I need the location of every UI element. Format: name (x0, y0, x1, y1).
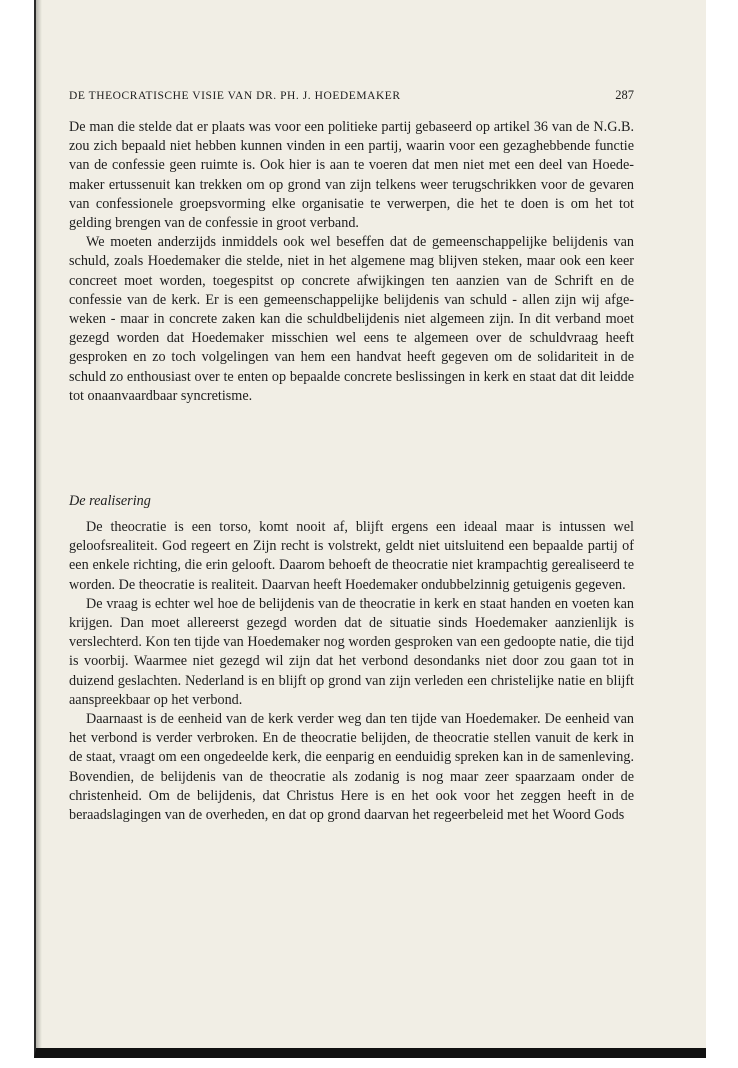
paragraph: We moeten anderzijds inmiddels ook wel beseffen dat de gemeenschappelijke belijdenis van schuld, zoals Hoedemaker die stelde, niet in het algemene mag blijven steken, maar ook een keer concreet moet worden, toegespitst op concrete afwijkingen ten aanzien van de Schrift en de confessie van de kerk. Er is een gemeenschappelijke belijdenis van schuld - allen zijn wij afgeweken - maar in concrete zaken kan die schuldbelijdenis niet algemeen zijn. In dit verband moet gezegd worden dat Hoedemaker misschien wel eens te algemeen over de schuldvraag heeft gesproken en zo toch volgelingen van hem een handvat heeft gegeven om de solidariteit in de schuld zo enthousiast over te enten op bepaalde concrete beslissingen in kerk en staat dat dit leidde tot onaanvaardbaar syncretisme. (69, 234, 634, 404)
paragraph: De man die stelde dat er plaats was voor een politieke partij gebaseerd op artikel 36 van de N.G.B. zou zich bepaald niet hebben kunnen vinden in een partij, waarin voor een gezaghebbende functie van de confessie geen ruimte is. Ook hier is aan te voeren dat men niet met een deel van Hoedemaker ertussenuit kan trekken om op grond van zijn telkens weer terugschrikken voor de gevaren van confessionele groepsvorming elke organisatie te verwerpen, die het te doen is om het tot gelding brengen van de confessie in groot verband. (69, 119, 634, 232)
paragraph: De theocratie is een torso, komt nooit af, blijft ergens een ideaal maar is intussen wel geloofsrealiteit. God regeert en Zijn recht is volstrekt, geldt niet uitsluitend een bepaalde partij of een enkele richting, die erin gelooft. Daarom behoeft de theocratie niet krampachtig gerealiseerd te worden. De theocratie is realiteit. Daarvan heeft Hoedemaker ondubbelzinnig getuigenis gegeven. (69, 519, 634, 593)
running-header (69, 88, 634, 103)
paragraph: De vraag is echter wel hoe de belijdenis van de theocratie in kerk en staat handen en voeten kan krijgen. Dan moet allereerst gezegd worden dat de situatie sinds Hoedemaker aanzienlijk is verslechterd. Kon ten tijde van Hoedemaker nog worden gesproken van een gedoopte natie, die tijd is voorbij. Waarmee niet gezegd wil zijn dat het verbond desondanks niet door zou gaan tot in duizend geslachten. Nederland is en blijft op grond van zijn verleden een christelijke natie en blijft aanspreekbaar op het verbond. (69, 595, 634, 708)
binding-shadow (36, 0, 42, 1048)
body-text-after-heading (69, 518, 634, 825)
page-number: 287 (615, 88, 634, 102)
section-heading: De realisering (69, 493, 151, 509)
running-title: DE THEOCRATISCHE VISIE VAN DR. PH. J. HOEDEMAKER (69, 90, 401, 102)
paragraph: Daarnaast is de eenheid van de kerk verder weg dan ten tijde van Hoedemaker. De eenheid van het verbond is verder verbroken. En de theocratie belijden, de theocratie stellen vanuit de kerk in de staat, vraagt om een ongedeelde kerk, die eenparig en eenduidig spreken kan in de samenleving. Bovendien, de belijdenis van de theocratie als zodanig is nog maar zeer spaarzaam onder de christenheid. Om de belijdenis, dat Christus Here is en het ook voor het zeggen heeft in de beraadslagingen van de overheden, en dat op grond daarvan het regeerbeleid met het Woord Gods (69, 711, 634, 824)
body-text-before-heading (69, 118, 634, 406)
